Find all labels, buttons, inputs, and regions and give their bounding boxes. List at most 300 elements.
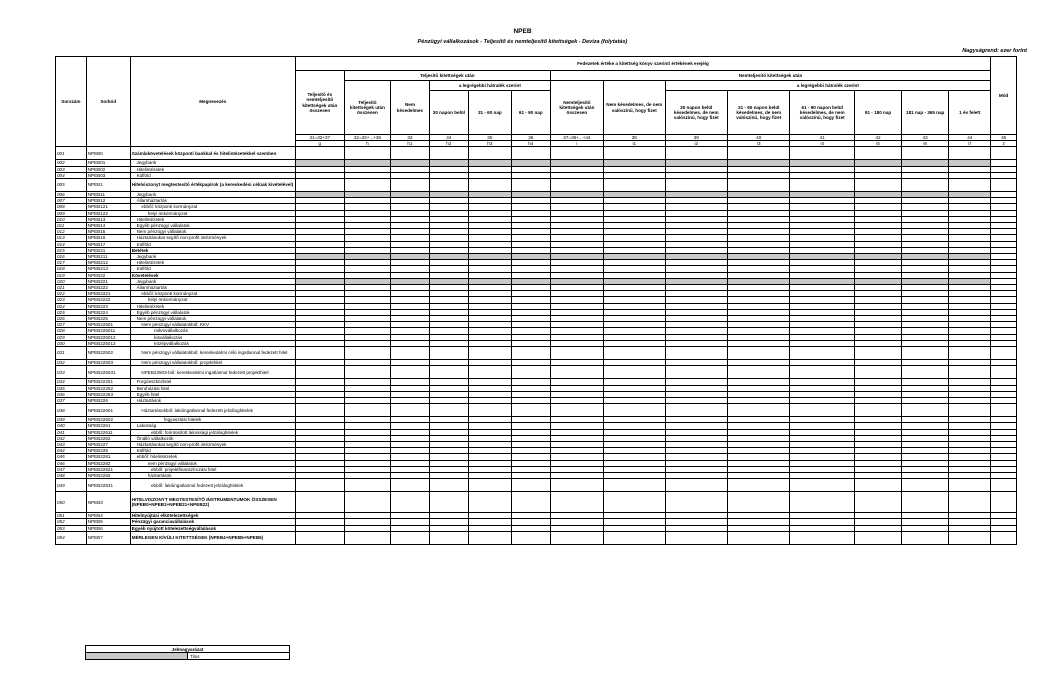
row-label: Háztartások [130, 397, 295, 403]
value-cell[interactable] [550, 404, 603, 417]
row-label: Nem pénzügyi vállalatokból: KKV [130, 322, 295, 328]
row-number: 047 [56, 466, 87, 472]
row-number: 017 [56, 260, 87, 266]
value-cell[interactable] [604, 404, 665, 417]
row-number: 012 [56, 229, 87, 235]
row-label: Nem pénzügyi vállalatokból: projekthitel [130, 360, 295, 366]
col-number: 45 [991, 135, 1017, 141]
value-cell[interactable] [991, 479, 1017, 492]
value-cell[interactable] [550, 366, 603, 379]
row-number: 023 [56, 297, 87, 303]
value-cell[interactable] [550, 147, 603, 160]
value-cell[interactable] [790, 179, 855, 192]
row-label: Pénzügyi garanciavállalások [130, 519, 295, 525]
value-cell[interactable] [344, 492, 390, 513]
col-header-fedezetek: Fedezetek értéke a kitettség könyv szerinti értékének erejéig [295, 57, 991, 71]
row-label: Államháztartás [130, 285, 295, 291]
value-cell[interactable] [991, 366, 1017, 379]
row-number: 036 [56, 391, 87, 397]
row-label: Önálló vállalkozók [130, 435, 295, 441]
value-cell[interactable] [855, 347, 902, 360]
table-row [56, 147, 1017, 160]
row-number: 006 [56, 192, 87, 198]
col-number: 43 [902, 135, 949, 141]
value-cell[interactable] [511, 179, 550, 192]
row-code: NPEB7 [86, 531, 130, 544]
row-code: NPEB22601 [86, 404, 130, 417]
value-cell[interactable] [429, 492, 468, 513]
value-cell[interactable] [511, 347, 550, 360]
col-header: 91 - 180 nap [855, 91, 902, 135]
value-cell[interactable] [855, 492, 902, 513]
row-number: 035 [56, 385, 87, 391]
legend [85, 645, 290, 660]
row-code: NPEB22251 [86, 379, 130, 385]
col-number: 37=38+...+44 [550, 135, 603, 141]
value-cell[interactable] [902, 147, 949, 160]
col-code: i3 [727, 141, 789, 147]
row-code: NPEB22501 [86, 322, 130, 328]
row-code: NPEB221 [86, 278, 130, 284]
row-label: Hitelintézetek [130, 303, 295, 309]
page-subtitle: Pénzügyi vállalkozások - Teljesítő és nemteljesítő kitettségek - Deviza (folytatás) [417, 39, 628, 45]
value-cell[interactable] [727, 179, 789, 192]
value-cell[interactable] [344, 366, 390, 379]
row-number: 020 [56, 278, 87, 284]
col-header: 1 év felett [949, 91, 991, 135]
row-label: Háztartásokat segítő non-profit intézmények [130, 235, 295, 241]
col-number: 34 [429, 135, 468, 141]
value-cell[interactable] [991, 179, 1017, 192]
value-cell[interactable] [295, 531, 344, 544]
row-code: NPEB17 [86, 241, 130, 247]
value-cell[interactable] [511, 492, 550, 513]
value-cell[interactable] [390, 492, 429, 513]
row-number: 046 [56, 460, 87, 466]
row-code: NPEB14 [86, 223, 130, 229]
value-cell[interactable] [902, 366, 949, 379]
value-cell[interactable] [344, 347, 390, 360]
legend-label-tilos: Tilos [188, 653, 290, 660]
row-code: NPEB122 [86, 210, 130, 216]
value-cell[interactable] [295, 404, 344, 417]
row-code: NPEB5 [86, 519, 130, 525]
col-number: 38 [604, 135, 665, 141]
value-cell[interactable] [344, 531, 390, 544]
row-label: Nem pénzügyi vállalatok [130, 316, 295, 322]
row-number: 042 [56, 435, 87, 441]
col-header: 31 - 60 napon belül késedelmes, de nem valószínű, hogy fizet [727, 91, 789, 135]
value-cell[interactable] [949, 479, 991, 492]
value-cell[interactable] [344, 147, 390, 160]
value-cell[interactable] [604, 179, 665, 192]
row-number: 022 [56, 291, 87, 297]
value-cell[interactable] [855, 366, 902, 379]
row-code: NPEB225013 [86, 340, 130, 346]
value-cell[interactable] [295, 366, 344, 379]
value-cell[interactable] [429, 366, 468, 379]
value-cell[interactable] [550, 531, 603, 544]
value-cell[interactable] [295, 147, 344, 160]
table-row [56, 404, 1017, 417]
row-label: Egyéb pénzügyi vállalatok [130, 309, 295, 315]
value-cell[interactable] [855, 531, 902, 544]
row-number: 026 [56, 316, 87, 322]
col-header: Teljesítő kitettségek után összesen [344, 81, 390, 135]
value-cell[interactable] [468, 404, 511, 417]
row-label: Egyéb pénzügyi vállalatok [130, 223, 295, 229]
col-header-hatralek: a legrégebbi hátralék szerint [665, 81, 991, 91]
col-code: i4 [790, 141, 855, 147]
table-row [56, 347, 1017, 360]
value-cell[interactable] [991, 147, 1017, 160]
value-cell[interactable] [295, 479, 344, 492]
col-code: h4 [511, 141, 550, 147]
value-cell[interactable] [390, 179, 429, 192]
col-number: 41 [790, 135, 855, 141]
value-cell[interactable] [429, 404, 468, 417]
value-cell[interactable] [727, 492, 789, 513]
value-cell[interactable] [665, 479, 727, 492]
value-cell[interactable] [665, 147, 727, 160]
row-number: 054 [56, 531, 87, 544]
table-row [56, 366, 1017, 379]
row-code: NPEB16 [86, 235, 130, 241]
row-label: helyi önkormányzat [130, 297, 295, 303]
value-cell[interactable] [991, 347, 1017, 360]
value-cell[interactable] [727, 147, 789, 160]
col-code: h3 [468, 141, 511, 147]
row-number: 030 [56, 340, 87, 346]
row-label: helyi önkormányzat [130, 210, 295, 216]
row-number: 011 [56, 223, 87, 229]
data-table [55, 56, 1017, 545]
value-cell[interactable] [949, 531, 991, 544]
row-code: NPEB2283 [86, 472, 130, 478]
value-cell[interactable] [550, 479, 603, 492]
col-number: 39 [665, 135, 727, 141]
value-cell[interactable] [429, 531, 468, 544]
value-cell[interactable] [855, 179, 902, 192]
value-cell[interactable] [344, 404, 390, 417]
row-label: Háztartásokból: lakóingatlannal fedezett jelzáloghitelek [130, 404, 295, 417]
row-number: 031 [56, 347, 87, 360]
col-number: 36 [511, 135, 550, 141]
row-number: 037 [56, 397, 87, 403]
table-row [56, 531, 1017, 544]
value-cell[interactable] [295, 179, 344, 192]
table-row [56, 492, 1017, 513]
row-code: NPEB6 [86, 525, 130, 531]
value-cell[interactable] [727, 347, 789, 360]
value-cell[interactable] [790, 366, 855, 379]
value-cell[interactable] [949, 366, 991, 379]
row-label: Államháztartás [130, 198, 295, 204]
value-cell[interactable] [429, 479, 468, 492]
row-label: Jegybank [130, 278, 295, 284]
col-header: 30 napon belül késedelmes, de nem valószínű, hogy fizet [665, 91, 727, 135]
col-code: h2 [429, 141, 468, 147]
row-code: NPEB22602 [86, 417, 130, 423]
row-number: 016 [56, 254, 87, 260]
value-cell[interactable] [991, 404, 1017, 417]
col-code: i6 [902, 141, 949, 147]
value-cell[interactable] [344, 479, 390, 492]
row-label: Hitelintézetek [130, 260, 295, 266]
value-cell[interactable] [468, 179, 511, 192]
row-code: NPEB22252 [86, 385, 130, 391]
row-number: 044 [56, 448, 87, 454]
col-code: g [295, 141, 344, 147]
value-cell[interactable] [665, 179, 727, 192]
row-number: 034 [56, 379, 87, 385]
row-code: NPEB03 [86, 172, 130, 178]
value-cell[interactable] [949, 492, 991, 513]
value-cell[interactable] [429, 179, 468, 192]
value-cell[interactable] [991, 492, 1017, 513]
row-label: ebből: hitelintézetek [130, 454, 295, 460]
row-number: 021 [56, 285, 87, 291]
value-cell[interactable] [550, 179, 603, 192]
value-cell[interactable] [604, 479, 665, 492]
value-cell[interactable] [665, 531, 727, 544]
row-number: 045 [56, 454, 87, 460]
table-row [56, 179, 1017, 192]
value-cell[interactable] [855, 479, 902, 492]
row-code: NPEB01 [86, 160, 130, 166]
value-cell[interactable] [902, 404, 949, 417]
value-cell[interactable] [390, 479, 429, 492]
value-cell[interactable] [468, 147, 511, 160]
col-header-hatralek: a legrégebbi hátralék szerint [429, 81, 550, 91]
value-cell[interactable] [390, 347, 429, 360]
value-cell[interactable] [604, 531, 665, 544]
value-cell[interactable] [665, 366, 727, 379]
row-number: 039 [56, 417, 87, 423]
row-code: NPEB222 [86, 285, 130, 291]
row-code: NPEB11 [86, 192, 130, 198]
col-code: i1 [604, 141, 665, 147]
row-code: NPEB22611 [86, 429, 130, 435]
value-cell[interactable] [468, 492, 511, 513]
row-number: 041 [56, 429, 87, 435]
row-code: NPEB225 [86, 316, 130, 322]
row-number: 005 [56, 179, 87, 192]
value-cell[interactable] [390, 366, 429, 379]
row-number: 009 [56, 210, 87, 216]
row-number: 051 [56, 513, 87, 519]
row-code: NPEB22821 [86, 466, 130, 472]
value-cell[interactable] [511, 404, 550, 417]
row-number: 028 [56, 328, 87, 334]
row-number: 001 [56, 147, 87, 160]
value-cell[interactable] [429, 347, 468, 360]
row-number: 014 [56, 241, 87, 247]
row-label: háztartások [130, 472, 295, 478]
value-cell[interactable] [604, 147, 665, 160]
row-code: NPEB2221 [86, 291, 130, 297]
row-code: NPEB2282 [86, 460, 130, 466]
col-header-teljesito: Teljesítő kitettségek után [344, 71, 550, 81]
row-label: Háztartásokat segítő non-profit intézmények [130, 441, 295, 447]
row-label: Külföld [130, 172, 295, 178]
row-code: NPEB2222 [86, 297, 130, 303]
row-code: NPEB22503 [86, 360, 130, 366]
value-cell[interactable] [902, 479, 949, 492]
row-number: 008 [56, 204, 87, 210]
row-label: Forgóeszközhitel [130, 379, 295, 385]
row-code: NPEB0 [86, 147, 130, 160]
value-cell[interactable] [429, 147, 468, 160]
col-number: 31=32+37 [295, 135, 344, 141]
col-code: h [344, 141, 390, 147]
value-cell[interactable] [665, 347, 727, 360]
row-number: 003 [56, 166, 87, 172]
row-code: NPEB4 [86, 513, 130, 519]
row-code: NPEB22 [86, 272, 130, 278]
col-number: 35 [468, 135, 511, 141]
value-cell[interactable] [295, 347, 344, 360]
col-header-sorszam: Sorszám [56, 57, 87, 147]
row-number: 007 [56, 198, 87, 204]
row-label: Nem pénzügyi vállalatok [130, 229, 295, 235]
row-code: NPEB225011 [86, 328, 130, 334]
value-cell[interactable] [390, 147, 429, 160]
row-label: Lakosság [130, 423, 295, 429]
row-number: 029 [56, 334, 87, 340]
row-number: 019 [56, 272, 87, 278]
row-code: NPEB2262 [86, 435, 130, 441]
row-label: ebből: forintosított lakossági jelzáloghitelek [130, 429, 295, 435]
row-code: NPEB2281 [86, 454, 130, 460]
value-cell[interactable] [991, 531, 1017, 544]
row-number: 050 [56, 492, 87, 513]
row-number: 013 [56, 235, 87, 241]
value-cell[interactable] [949, 347, 991, 360]
row-code: NPEB121 [86, 204, 130, 210]
value-cell[interactable] [390, 531, 429, 544]
row-label: Hitelviszonyt megtestesítő értékpapírok (a kereskedési célúak kivételével) [130, 179, 295, 192]
value-cell[interactable] [511, 366, 550, 379]
col-code: i2 [665, 141, 727, 147]
value-cell[interactable] [665, 404, 727, 417]
value-cell[interactable] [511, 531, 550, 544]
value-cell[interactable] [949, 404, 991, 417]
value-cell[interactable] [790, 492, 855, 513]
value-cell[interactable] [790, 147, 855, 160]
row-code: NPEB13 [86, 216, 130, 222]
row-number: 027 [56, 322, 87, 328]
col-header: Nem késedelmes, de nem valószínű, hogy fizet [604, 81, 665, 135]
row-code: NPEB211 [86, 254, 130, 260]
value-cell[interactable] [902, 492, 949, 513]
col-header: 61 - 90 napon belül késedelmes, de nem valószínű, hogy fizet [790, 91, 855, 135]
value-cell[interactable] [727, 479, 789, 492]
value-cell[interactable] [790, 479, 855, 492]
row-number: 052 [56, 519, 87, 525]
row-label: Külföld [130, 448, 295, 454]
value-cell[interactable] [949, 179, 991, 192]
col-header: 61 - 90 nap [511, 91, 550, 135]
value-cell[interactable] [468, 347, 511, 360]
value-cell[interactable] [949, 147, 991, 160]
row-number: 004 [56, 172, 87, 178]
table-row [56, 479, 1017, 492]
value-cell[interactable] [550, 492, 603, 513]
value-cell[interactable] [665, 492, 727, 513]
row-label: ebből: központi kormányzat [130, 204, 295, 210]
row-code: NPEB213 [86, 266, 130, 272]
row-number: 002 [56, 160, 87, 166]
row-label: Beruházási hitel [130, 385, 295, 391]
value-cell[interactable] [727, 531, 789, 544]
value-cell[interactable] [550, 347, 603, 360]
row-label: kisvállalkozás [130, 334, 295, 340]
row-label: ebből: lakóingatlannal fedezett jelzáloghitelek [130, 479, 295, 492]
value-cell[interactable] [902, 347, 949, 360]
row-number: 033 [56, 366, 87, 379]
value-cell[interactable] [468, 479, 511, 492]
row-number: 025 [56, 309, 87, 315]
value-cell[interactable] [727, 404, 789, 417]
row-number: 049 [56, 479, 87, 492]
row-label: HITELVISZONYT MEGTESTESÍTŐ INSTRUMENTUMOK ÖSSZESEN (NPEB0+NPEB1+NPEB21+NPEB22) [130, 492, 295, 513]
row-code: NPEB226 [86, 397, 130, 403]
row-number: 048 [56, 472, 87, 478]
value-cell[interactable] [855, 404, 902, 417]
value-cell[interactable] [604, 366, 665, 379]
value-cell[interactable] [727, 366, 789, 379]
col-header-osszesen: Teljesítő és nemteljesítő kitettségek után összesen [295, 71, 344, 135]
row-number: 040 [56, 423, 87, 429]
value-cell[interactable] [604, 492, 665, 513]
col-code: z [991, 141, 1017, 147]
row-code: NPEB225031 [86, 366, 130, 379]
value-cell[interactable] [604, 347, 665, 360]
value-cell[interactable] [790, 404, 855, 417]
row-label: Jegybank [130, 192, 295, 198]
row-code: NPEB21 [86, 247, 130, 253]
row-number: 018 [56, 266, 87, 272]
value-cell[interactable] [344, 179, 390, 192]
value-cell[interactable] [511, 479, 550, 492]
row-label: MÉRLEGEN KÍVÜLI KITETTSÉGEK (NPEB4+NPEB5+NPEB6) [130, 531, 295, 544]
value-cell[interactable] [855, 147, 902, 160]
value-cell[interactable] [390, 404, 429, 417]
col-header: 30 napon belül [429, 91, 468, 135]
col-header-nemteljesito: Nemteljesítő kitettségek után [550, 71, 991, 81]
row-code: NPEB15 [86, 229, 130, 235]
value-cell[interactable] [790, 347, 855, 360]
row-code: NPEB224 [86, 309, 130, 315]
row-label: Betétek [130, 247, 295, 253]
value-cell[interactable] [468, 531, 511, 544]
value-cell[interactable] [902, 179, 949, 192]
col-code: i5 [855, 141, 902, 147]
row-code: NPEB3 [86, 492, 130, 513]
row-code: NPEB212 [86, 260, 130, 266]
value-cell[interactable] [295, 492, 344, 513]
row-label: fogyasztási hitelek [130, 417, 295, 423]
value-cell[interactable] [902, 531, 949, 544]
row-label: Követelések [130, 272, 295, 278]
value-cell[interactable] [511, 147, 550, 160]
row-number: 032 [56, 360, 87, 366]
row-number: 024 [56, 303, 87, 309]
value-cell[interactable] [468, 366, 511, 379]
value-cell[interactable] [790, 531, 855, 544]
col-header-mod: Mód [991, 57, 1017, 135]
